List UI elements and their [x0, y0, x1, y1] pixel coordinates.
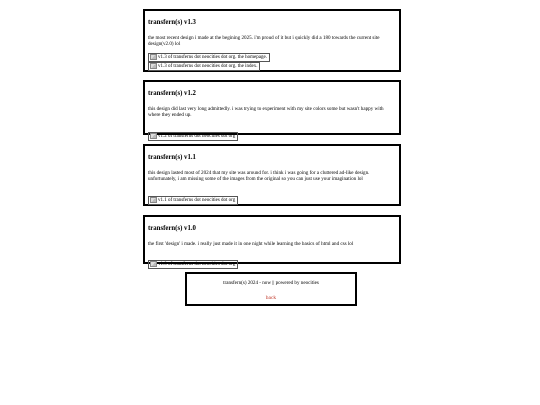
- broken-image-icon: [150, 133, 157, 139]
- version-title: transfern(s) v1.2: [148, 90, 196, 97]
- version-title: transfern(s) v1.1: [148, 154, 196, 161]
- version-description: the first 'design' i made. i really just made it in one night while learning the basics of html and css lol: [148, 240, 354, 247]
- version-description: the most recent design i made at the begining 2025. i'm proud of it but i quickly did a 180 towards the current site design(v2.0) lol: [148, 34, 380, 48]
- version-title: transfern(s) v1.3: [148, 19, 196, 26]
- screenshot-image[interactable]: v1.0 of transferns dot neocities dot org: [148, 260, 238, 269]
- version-card-v1-3: [143, 9, 401, 72]
- site-footer: [185, 272, 357, 306]
- screenshot-image[interactable]: v1.3 of transferns dot neocities dot org. the index.: [148, 62, 260, 71]
- broken-image-icon: [150, 261, 157, 267]
- version-images: [148, 53, 396, 71]
- broken-image-icon: [150, 54, 157, 60]
- version-card-v1-2: [143, 80, 401, 139]
- version-card-v1-1: [143, 144, 401, 206]
- screenshot-image[interactable]: v1.3 of transferns dot neocities dot org. the homepage.: [148, 53, 270, 62]
- footer-text: transfern(s) 2024 - now || powered by neocities: [223, 280, 319, 286]
- version-description: this design did last very long admittedly. i was trying to experiment with my site colors some but wasn't happy with where they ended up.: [148, 105, 384, 119]
- screenshot-image[interactable]: v1.2 of transferns dot neocities dot org: [148, 132, 238, 141]
- broken-image-icon: [150, 63, 157, 69]
- version-title: transfern(s) v1.0: [148, 225, 196, 232]
- screenshot-image[interactable]: v1.1 of transferns dot neocities dot org: [148, 196, 238, 205]
- broken-image-icon: [150, 197, 157, 203]
- back-link[interactable]: back: [265, 295, 277, 301]
- version-card-v1-0: [143, 215, 401, 268]
- version-description: this design lasted most of 2024 that my site was around for. i think i was going for a cluttered ad-like design. unfortunately, i am missing some of the images from the original so you can just use your imagination lol: [148, 169, 370, 183]
